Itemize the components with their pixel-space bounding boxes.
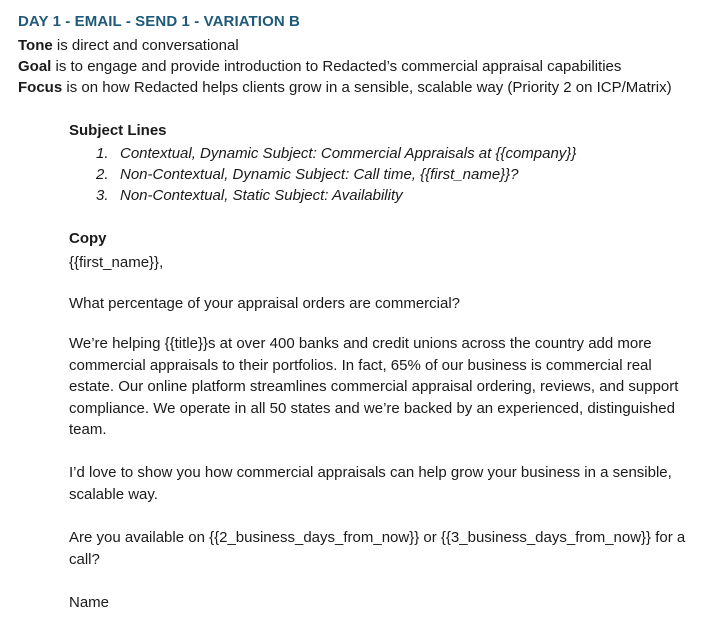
list-item [96, 143, 576, 164]
goal-line [18, 56, 621, 78]
copy-title: Copy [69, 230, 107, 247]
goal-text: is to engage and provide introduction to Redacted’s commercial appraisal capabilities [51, 58, 622, 75]
focus-line [18, 77, 672, 99]
copy-paragraph-4: Are you available on {{2_business_days_from_now}} or {{3_business_days_from_now}} for a call? [69, 529, 686, 568]
copy-paragraph-1: What percentage of your appraisal orders are commercial? [69, 295, 461, 312]
tone-label: Tone [18, 37, 53, 54]
subject-lines-list [96, 143, 576, 206]
list-number: 3. [96, 187, 109, 204]
list-item [96, 164, 576, 185]
subject-line-text: Contextual, Dynamic Subject: Commercial Appraisals at {{company}} [120, 145, 577, 162]
subject-lines-title: Subject Lines [69, 122, 167, 139]
subject-line-text: Non-Contextual, Static Subject: Availability [120, 187, 403, 204]
copy-greeting: {{first_name}}, [69, 254, 164, 271]
list-item [96, 185, 576, 206]
copy-paragraph-3: I’d love to show you how commercial appraisals can help grow your business in a sensible, scalable way. [69, 464, 672, 503]
list-number: 1. [96, 145, 109, 162]
focus-text: is on how Redacted helps clients grow in a sensible, scalable way (Priority 2 on ICP/Matrix) [62, 79, 672, 96]
copy-paragraph-2: We’re helping {{title}}s at over 400 banks and credit unions across the country add more commercial appraisals to their portfolios. In fact, 65% of our business is commercial real estate. Our online platform streamlines commercial appraisal ordering, reviews, and support compliance. We operate in all 50 states and we’re backed by an experienced, distinguished team. [69, 335, 679, 438]
tone-text: is direct and conversational [52, 37, 239, 54]
list-number: 2. [96, 166, 109, 183]
focus-label: Focus [18, 79, 63, 96]
copy-signature: Name [69, 594, 110, 611]
subject-line-text: Non-Contextual, Dynamic Subject: Call time, {{first_name}}? [120, 166, 519, 183]
tone-line [18, 35, 239, 57]
document-heading: DAY 1 - EMAIL - SEND 1 - VARIATION B [18, 13, 300, 30]
goal-label: Goal [18, 58, 52, 75]
